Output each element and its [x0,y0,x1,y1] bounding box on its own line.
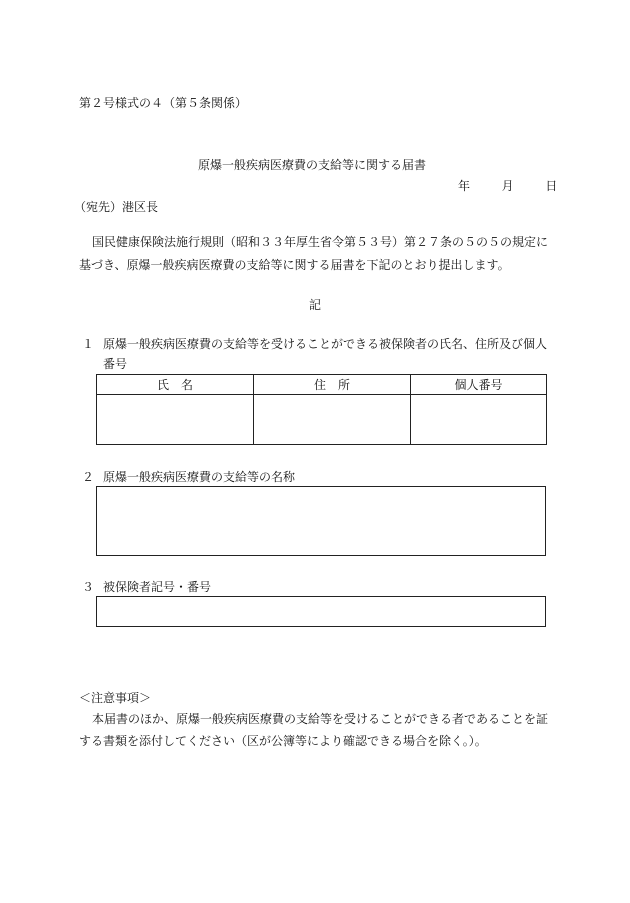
section-1-table [96,374,547,445]
benefit-name-field[interactable] [96,486,546,556]
column-header-individual-number: 個人番号 [411,375,547,395]
section-2-number: ２ [82,470,95,484]
column-header-address: 住 所 [254,375,411,395]
document-title: 原爆一般疾病医療費の支給等に関する届書 [198,158,427,172]
intro-line-1: 国民健康保険法施行規則（昭和３３年厚生省令第５３号）第２７条の５の５の規定に [92,235,549,249]
form-label: 第２号様式の４（第５条関係） [79,96,248,110]
date-day-label: 日 [545,179,558,193]
section-1-heading: 原爆一般疾病医療費の支給等を受けることができる被保険者の氏名、住所及び個人 [103,337,548,351]
name-field[interactable] [97,395,254,445]
table-header-row [97,375,547,395]
date-year-label: 年 [458,179,471,193]
ki-marker: 記 [309,298,322,312]
section-1-heading-cont: 番号 [103,357,128,371]
section-2-heading: 原爆一般疾病医療費の支給等の名称 [103,470,296,484]
notes-heading: ＜注意事項＞ [79,691,152,705]
notes-line-1: 本届書のほか、原爆一般疾病医療費の支給等を受けることができる者であることを証 [92,712,549,726]
individual-number-field[interactable] [411,395,547,445]
section-3-number: ３ [82,580,95,594]
table-row [97,395,547,445]
column-header-name: 氏 名 [97,375,254,395]
insured-symbol-number-field[interactable] [96,596,546,627]
addressee: （宛先）港区長 [74,200,159,214]
date-month-label: 月 [501,179,514,193]
date-line [458,178,557,194]
section-1-number: １ [82,337,95,351]
notes-line-2: する書類を添付してください（区が公簿等により確認できる場合を除く。）。 [79,734,487,748]
address-field[interactable] [254,395,411,445]
section-3-heading: 被保険者記号・番号 [103,580,212,594]
intro-line-2: 基づき、原爆一般疾病医療費の支給等に関する届書を下記のとおり提出します。 [79,258,510,272]
